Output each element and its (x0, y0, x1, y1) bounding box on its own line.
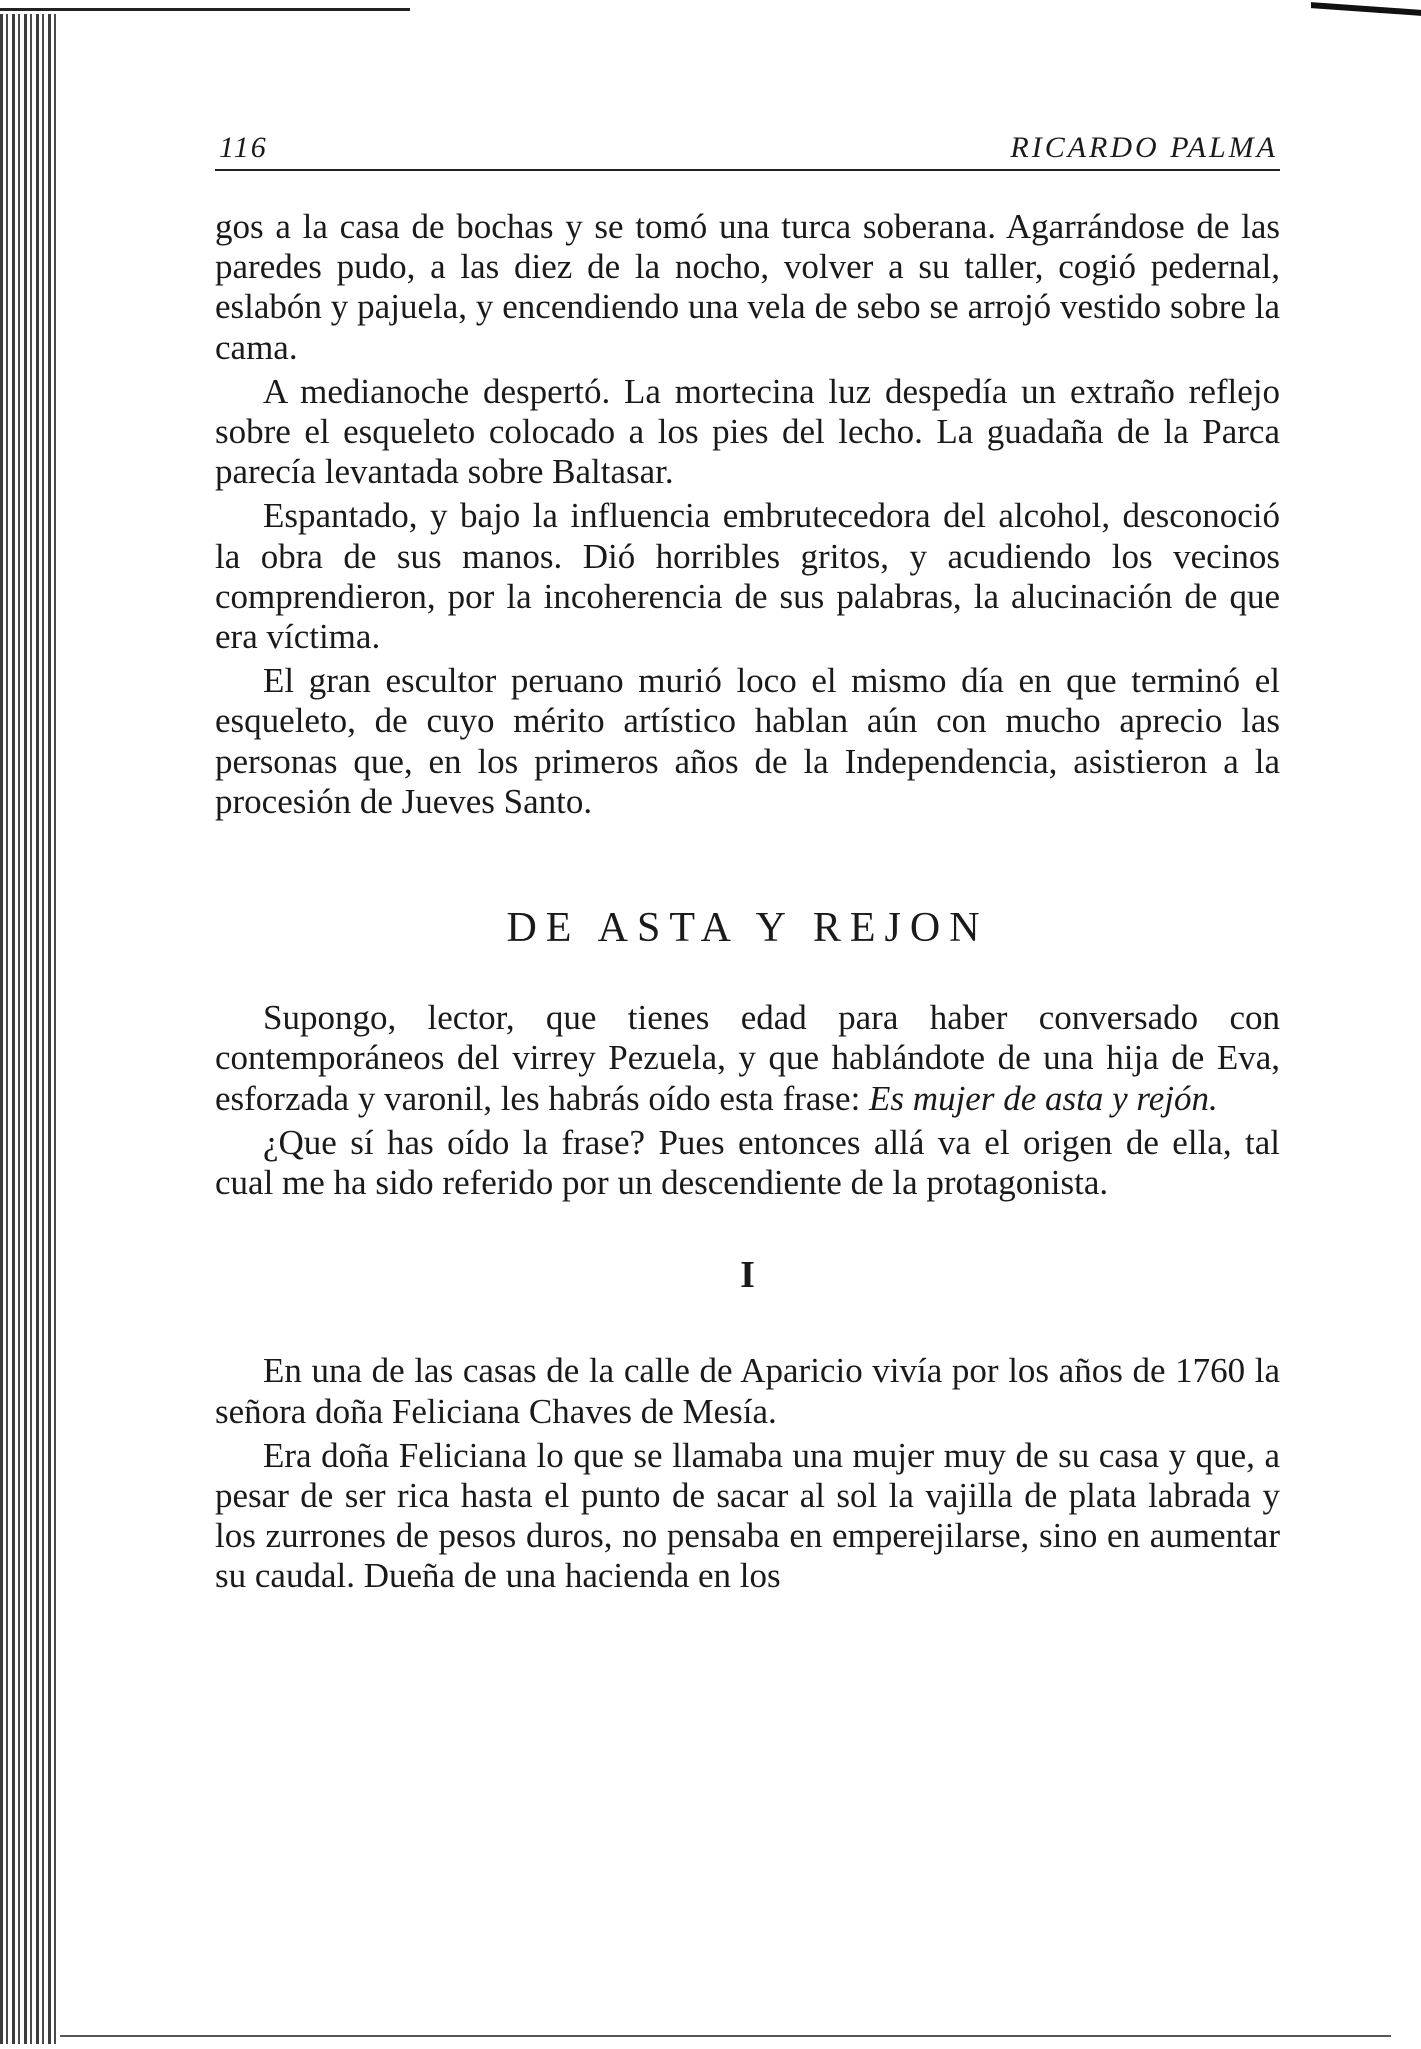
page-number: 116 (219, 131, 268, 164)
paragraph: El gran escultor peruano murió loco el mismo día en que terminó el esqueleto, de cuyo mérito artístico hablan aún con mucho aprecio las personas que, en los primeros años de la Independencia, asistieron a la procesión de Jueves Santo. (215, 661, 1280, 821)
body-text (215, 207, 1280, 1597)
paragraph: A medianoche despertó. La mortecina luz despedía un extraño reflejo sobre el esqueleto colocado a los pies del lecho. La guadaña de la Parca parecía levantada sobre Baltasar. (215, 371, 1280, 492)
running-head-author: RICARDO PALMA (1010, 131, 1278, 164)
running-head (215, 125, 1280, 171)
scan-top-rule (0, 8, 410, 11)
intro-text: Supongo, lector, que tienes edad para haber conversado con contemporáneos del virrey Pezuela, y que hablándote de una hija de Eva, esforzada y varonil, les habrás oído esta frase: (215, 998, 1280, 1118)
scan-bottom-edge (60, 2035, 1391, 2037)
paragraph: ¿Que sí has oído la frase? Pues entonces allá va el origen de ella, tal cual me ha sido referido por un descendiente de la protagonista. (215, 1122, 1280, 1203)
paragraph: En una de las casas de la calle de Aparicio vivía por los años de 1760 la señora doña Feliciana Chaves de Mesía. (215, 1351, 1280, 1431)
italic-phrase: Es mujer de asta y rejón. (869, 1078, 1218, 1118)
intro-paragraph (215, 998, 1280, 1119)
paragraph: gos a la casa de bochas y se tomó una turca soberana. Agarrándose de las paredes pudo, a las diez de la nocho, volver a su taller, cogió pedernal, eslabón y pajuela, y encendiendo una vela de sebo se arrojó vestido sobre la cama. (215, 207, 1280, 367)
scan-corner-mark (1311, 2, 1421, 16)
paragraph: Era doña Feliciana lo que se llamaba una mujer muy de su casa y que, a pesar de ser rica hasta el punto de sacar al sol la vajilla de plata labrada y los zurrones de pesos duros, no pensaba en emperejilarse, sino en aumentar su caudal. Dueña de una hacienda en los (215, 1435, 1280, 1596)
chapter-numeral: I (740, 1254, 755, 1297)
book-page (215, 125, 1280, 1601)
book-binding-edge (0, 14, 60, 2044)
section-title: DE ASTA Y REJON (506, 905, 989, 952)
paragraph: Espantado, y bajo la influencia embrutecedora del alcohol, desconoció la obra de sus manos. Dió horribles gritos, y acudiendo los vecinos comprendieron, por la incoherencia de sus palabras, la alucinación de que era víctima. (215, 496, 1280, 657)
